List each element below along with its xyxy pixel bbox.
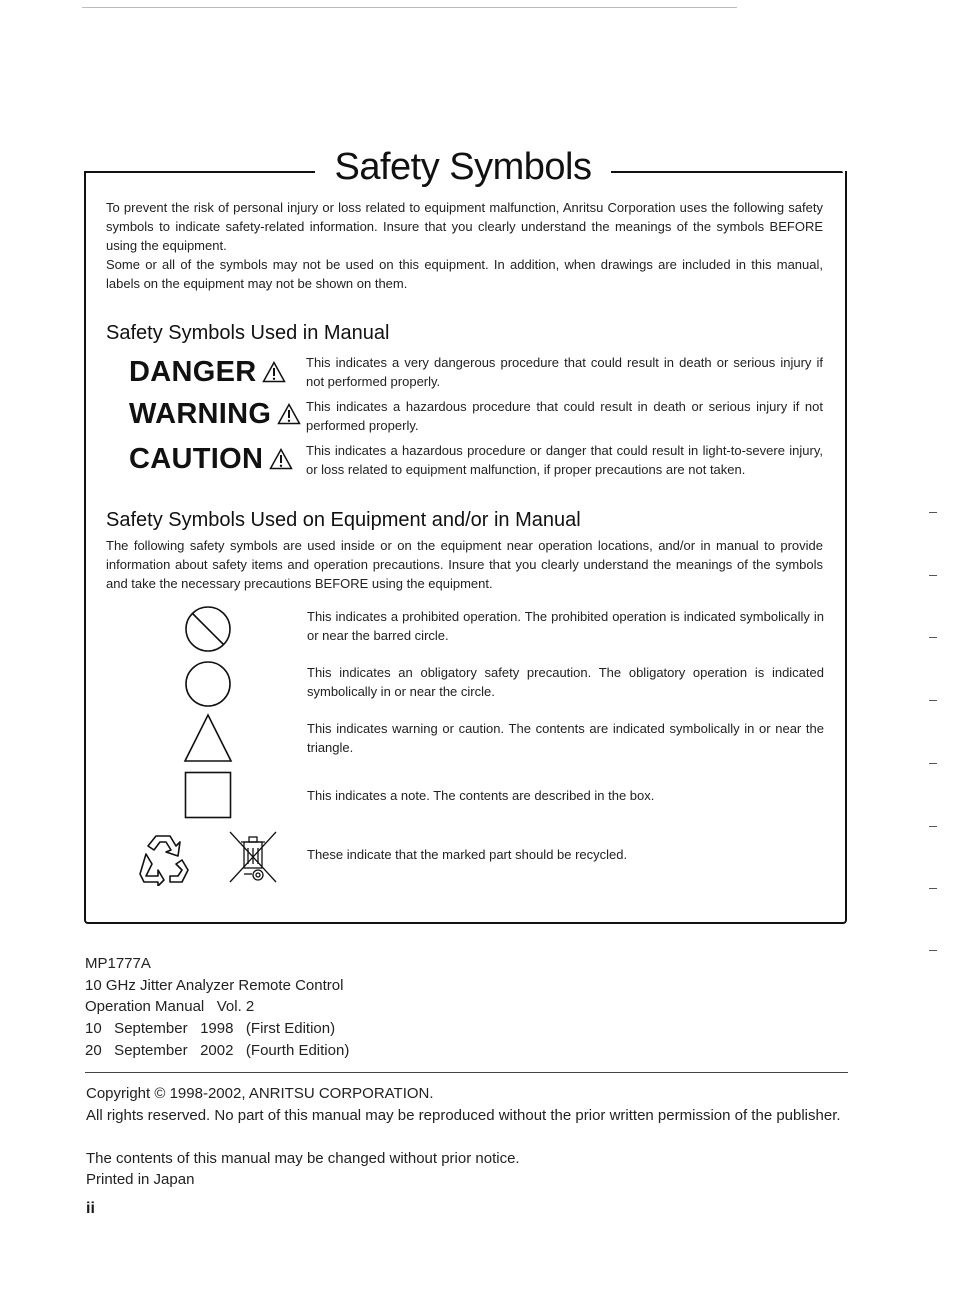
- warning-triangle-icon: [277, 403, 301, 425]
- caution-description: This indicates a hazardous procedure or danger that could result in light-to-severe injury, or loss related to equipment malfunction, if proper precautions are not taken.: [306, 443, 823, 477]
- crossed-bin-recycle-icon: [226, 830, 278, 884]
- danger-label: [129, 356, 286, 389]
- page-number: ii: [86, 1200, 95, 1217]
- intro-paragraph-2: Some or all of the symbols may not be used on this equipment. In addition, when drawings are included in this manual, labels on the equipment may not be shown on them.: [106, 257, 823, 291]
- warning-word: WARNING: [129, 398, 272, 430]
- edge-mark: [929, 950, 937, 951]
- edge-mark: [929, 637, 937, 638]
- rights-reserved: All rights reserved. No part of this manual may be reproduced without the prior written permission of the publisher.: [86, 1107, 841, 1124]
- edge-mark: [929, 512, 937, 513]
- equipment-intro-paragraph: The following safety symbols are used inside or on the equipment near operation locations, and/or in manual to provide information about safety items and operation precautions. Insure that you clearly understand the meanings of the symbols and take the necessary precautions BEFORE using the equipment.: [106, 538, 823, 591]
- change-notice: The contents of this manual may be changed without prior notice.: [86, 1150, 520, 1167]
- manual-name: Operation Manual Vol. 2: [85, 998, 255, 1015]
- recycle-icon: [138, 830, 190, 886]
- intro-paragraph-1: To prevent the risk of personal injury or loss related to equipment malfunction, Anritsu Corporation uses the following safety symbols to indicate safety-related information. Insure that you clearly understand the meanings of the symbols BEFORE using the equipment.: [106, 200, 823, 253]
- warning-description: This indicates a hazardous procedure that could result in death or serious injury if not performed properly.: [306, 399, 823, 433]
- edge-mark: [929, 826, 937, 827]
- triangle-description: This indicates warning or caution. The contents are indicated symbolically in or near the triangle.: [307, 721, 824, 755]
- equipment-symbols-heading: Safety Symbols Used on Equipment and/or in Manual: [106, 509, 581, 531]
- caution-word: CAUTION: [129, 443, 264, 475]
- page-title: Safety Symbols: [334, 146, 592, 188]
- recycle-description: These indicate that the marked part should be recycled.: [307, 847, 628, 862]
- box-top-border-right: [611, 171, 843, 173]
- copyright-line: Copyright © 1998-2002, ANRITSU CORPORATION.: [86, 1085, 434, 1102]
- manual-symbols-heading: Safety Symbols Used in Manual: [106, 322, 390, 344]
- edge-mark: [929, 888, 937, 889]
- obligatory-circle-icon: [184, 660, 232, 708]
- prohibited-description: This indicates a prohibited operation. The prohibited operation is indicated symbolically in or near the barred circle.: [307, 609, 824, 643]
- danger-word: DANGER: [129, 356, 257, 388]
- model-number: MP1777A: [85, 955, 151, 972]
- top-rule: [82, 7, 737, 8]
- warning-label: [129, 398, 301, 431]
- obligatory-description: This indicates an obligatory safety precaution. The obligatory operation is indicated symbolically in or near the circle.: [307, 665, 824, 699]
- edge-mark: [929, 700, 937, 701]
- edge-mark: [929, 575, 937, 576]
- section-divider: [85, 1072, 848, 1073]
- caution-triangle-icon: [269, 448, 293, 470]
- box-top-border-left: [84, 171, 315, 173]
- danger-description: This indicates a very dangerous procedure that could result in death or serious injury if not performed properly.: [306, 355, 823, 389]
- danger-triangle-icon: [262, 361, 286, 383]
- product-name: 10 GHz Jitter Analyzer Remote Control: [85, 977, 344, 994]
- edge-mark: [929, 763, 937, 764]
- note-box-icon: [184, 771, 232, 819]
- caution-label: [129, 443, 293, 476]
- printed-in: Printed in Japan: [86, 1171, 195, 1188]
- first-edition-date: 10 September 1998 (First Edition): [85, 1020, 336, 1037]
- prohibited-circle-icon: [184, 605, 232, 653]
- fourth-edition-date: 20 September 2002 (Fourth Edition): [85, 1042, 350, 1059]
- warning-triangle-icon: [183, 713, 233, 763]
- note-description: This indicates a note. The contents are described in the box.: [307, 788, 655, 803]
